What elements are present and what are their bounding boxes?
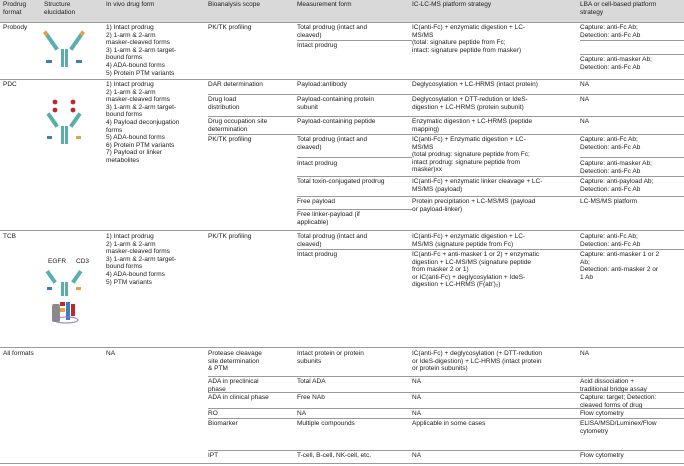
tcb-lba: Capture: anti-Fc Ab; <box>580 233 638 240</box>
all-lba: NA <box>580 350 590 357</box>
pdc-pk-lcms: Protein precipitation + LC-MS/MS (payload <box>412 198 536 205</box>
all-scope: phase <box>208 385 226 393</box>
pdc-pk-lcms: or payload-linker) <box>412 205 463 213</box>
tcb-lcms: IC(anti-Fc) + enzymatic digestion + LC- <box>412 233 526 240</box>
pdc-pk-scope: PK/TK profiling <box>208 136 252 143</box>
all-lcms: Applicable in some cases <box>412 420 486 427</box>
header-measurement-form: Measurement form <box>297 1 352 8</box>
probody-in-vivo-forms: bound forms <box>106 54 143 62</box>
pdc-lba: NA <box>580 81 590 88</box>
tcb-in-vivo-forms: masker-cleaved forms <box>106 248 170 256</box>
pdc-pk-measure: cleaved) <box>297 143 322 151</box>
header-prodrug-format: Prodrug <box>3 1 27 8</box>
all-lcms: NA <box>412 394 422 401</box>
pdc-in-vivo-forms: 3) 1-arm & 2-arm target- <box>106 103 177 111</box>
tcb-lcms: digestion + LC-HRMS (F(ab')₂) <box>412 281 501 289</box>
pdc-lcms: Enzymatic digestion + LC-HRMS (peptide <box>412 118 533 125</box>
pdc-lcms: Deglycosylation + DTT-redution or IdeS- <box>412 96 528 103</box>
row-divider <box>208 418 684 419</box>
row-divider <box>208 392 684 393</box>
header-structure-elucidation: Structure <box>44 1 71 8</box>
tcb-in-vivo-forms: 5) PTM variants <box>106 278 152 286</box>
tcb-structure-icon <box>44 262 88 326</box>
pdc-in-vivo-forms: bound forms <box>106 111 143 119</box>
probody-lcms: IC(anti-Fc) + enzymatic digestion + LC- <box>412 24 526 31</box>
pdc-pk-measure: Total toxin-conjugated prodrug <box>297 178 385 185</box>
tcb-scope: PK/TK profiling <box>208 233 252 240</box>
all-lba: Capture: target; Detection: <box>580 394 657 401</box>
pdc-pk-lcms: MS/MS (payload) <box>412 185 463 193</box>
all-measure: Multiple compounds <box>297 420 355 427</box>
row-divider <box>297 209 412 210</box>
section-divider <box>0 347 684 348</box>
all-lba: Acid dissociation + <box>580 378 635 385</box>
tcb-lba: Detection: anti-Fc Ab <box>580 240 641 248</box>
pdc-pk-lba: Capture: anti-masker Ab; <box>580 160 652 167</box>
probody-lcms: MS/MS <box>412 31 434 39</box>
pdc-in-vivo-forms: 7) Payload or linker <box>106 149 162 157</box>
header-lba-strategy: LBA or cell-based platform <box>580 1 657 8</box>
pdc-pk-lcms: intact prodrug: signature peptide from <box>412 158 521 166</box>
all-measure: Total ADA <box>297 378 326 385</box>
header-in-vivo-drug-form: In vivo drug form <box>106 1 155 8</box>
pdc-in-vivo-forms: 2) 1-arm & 2-arm <box>106 88 156 96</box>
probody-in-vivo-forms: 3) 1-arm & 2-arm target- <box>106 46 177 54</box>
tcb-lcms: IC(anti-Fc + anti-masker 1 or 2) + enzymatic <box>412 251 540 258</box>
all-lcms: IC(anti-Fc) + deglycosylation (+ DTT-redution <box>412 350 543 357</box>
tcb-in-vivo-forms: 1) Intact prodrug <box>106 233 154 240</box>
all-lcms: or IdeS-digestion) + LC-HRMS (intact protein <box>412 357 542 365</box>
probody-lcms: (total: signature peptide from Fc; <box>412 39 506 47</box>
tcb-lcms: digestion + LC-MS/MS (signature peptide <box>412 258 532 266</box>
pdc-measure: Payload:antibody <box>297 81 347 88</box>
all-in-vivo-form: NA <box>106 350 116 357</box>
header-divider <box>0 22 684 23</box>
probody-lba: Detection: anti-Fc Ab <box>580 63 641 71</box>
probody-in-vivo-forms: 4) ADA-bound forms <box>106 62 165 69</box>
pdc-pk-measure: Total prodrug (intact and <box>297 136 368 143</box>
tcb-measure: cleaved) <box>297 240 322 248</box>
tcb-lba: Ab; <box>580 258 590 266</box>
pdc-scope: Drug load <box>208 96 237 103</box>
row-divider <box>297 196 684 197</box>
pdc-lba: NA <box>580 96 590 103</box>
pdc-pk-lba: Capture: anti-Fc Ab; <box>580 136 638 143</box>
pdc-pk-measure: Free payload <box>297 198 335 205</box>
all-format-label: All formats <box>3 350 34 357</box>
row-divider <box>208 376 684 377</box>
tcb-in-vivo-forms: bound forms <box>106 263 143 271</box>
all-scope: IPT <box>208 452 219 459</box>
probody-lba: Detection: anti-Fc Ab <box>580 31 641 39</box>
pdc-in-vivo-forms: 4) Payload deconjugation <box>106 119 180 126</box>
tcb-in-vivo-forms: 3) 1-arm & 2-arm target- <box>106 255 177 263</box>
pdc-in-vivo-forms: forms <box>106 126 123 134</box>
probody-lba: Capture: anti-masker Ab; <box>580 56 652 63</box>
pdc-pk-measure: applicable) <box>297 218 329 226</box>
all-lba: traditional bridge assay <box>580 385 647 393</box>
row-divider <box>208 94 684 95</box>
all-scope: Protease cleavage <box>208 350 262 357</box>
all-scope: RO <box>208 410 218 417</box>
section-divider <box>0 230 684 231</box>
probody-measure: cleaved) <box>297 31 322 39</box>
all-lcms: NA <box>412 452 422 459</box>
probody-format-label: Probody <box>3 24 28 31</box>
pdc-lcms: mapping) <box>412 125 440 133</box>
all-scope: ADA in clinical phase <box>208 394 269 401</box>
pdc-pk-lcms: (total prodrug: signature peptide from Fc; <box>412 151 530 159</box>
pdc-pk-lba: Detection: anti-Fc Ab <box>580 143 641 151</box>
tcb-lcms: MS/MS (signature peptide from Fc) <box>412 240 514 248</box>
pdc-pk-lcms: IC(anti-Fc) + enzymatic linker cleavage + LC- <box>412 178 543 185</box>
tcb-lba: Capture: anti-masker 1 or 2 <box>580 251 660 258</box>
pdc-pk-lba: Detection: anti-Fc Ab <box>580 185 641 193</box>
pdc-pk-lcms: masker)xx <box>412 166 442 174</box>
all-scope: Biomarker <box>208 420 238 427</box>
probody-lcms: intact: signature peptide from masker) <box>412 46 522 54</box>
row-divider <box>208 450 684 451</box>
pdc-in-vivo-forms: 5) ADA-bound forms <box>106 134 165 142</box>
all-lba: Flow cytometry <box>580 452 624 459</box>
header-prodrug-format: format <box>3 8 22 16</box>
pdc-pk-lba: LC-MS/MS platform <box>580 198 638 205</box>
pdc-pk-lcms: MS/MS <box>412 143 434 151</box>
pdc-in-vivo-forms: 1) Intact prodrug <box>106 81 154 88</box>
pdc-pk-lcms: IC(anti-Fc) + Enzymatic digestion + LC- <box>412 136 526 143</box>
pdc-lba: NA <box>580 118 590 125</box>
pdc-scope: determination <box>208 125 248 133</box>
header-bioanalysis-scope: Bioanalysis scope <box>208 1 261 8</box>
all-lba: cleaved forms of drug <box>580 401 643 409</box>
tcb-in-vivo-forms: 4) ADA-bound forms <box>106 271 165 278</box>
all-lcms: or protein subunits) <box>412 365 468 373</box>
probody-in-vivo-forms: 1) Intact prodrug <box>106 24 154 31</box>
pdc-scope: DAR determination <box>208 81 263 88</box>
row-divider <box>297 40 412 41</box>
probody-in-vivo-forms: masker-cleaved forms <box>106 39 170 47</box>
tcb-lcms: or IC(anti-Fc) + deglycosylation + IdeS- <box>412 273 526 281</box>
all-scope: ADA in preclinical <box>208 378 259 385</box>
pdc-structure-icon <box>44 98 84 146</box>
all-measure: subunits <box>297 357 322 365</box>
pdc-pk-measure: Free linker-payload (if <box>297 211 360 218</box>
tcb-format-label: TCB <box>3 233 16 240</box>
row-divider <box>297 176 684 177</box>
probody-lba: Capture: anti-Fc Ab; <box>580 24 638 31</box>
table-bottom <box>0 463 684 464</box>
tcb-lba: Detection: anti-masker 2 or <box>580 266 659 274</box>
tcb-in-vivo-forms: 2) 1-arm & 2-arm <box>106 240 156 248</box>
pdc-pk-lba: Capture: anti-payload Ab; <box>580 178 654 185</box>
pdc-in-vivo-forms: masker-cleaved forms <box>106 96 170 104</box>
all-lba: ELISA/MSD/Luminex/Flow <box>580 420 657 427</box>
row-divider <box>297 157 412 158</box>
header-structure-elucidation: elucidation <box>44 8 76 16</box>
row-divider <box>580 40 684 41</box>
pdc-measure: Payload-containing peptide <box>297 118 376 125</box>
tcb-cd3-label: CD3 <box>76 258 90 265</box>
all-measure: Free NAb <box>297 394 325 401</box>
header-lcms-strategy: IC-LC-MS platform strategy <box>412 1 492 8</box>
row-divider <box>208 134 684 135</box>
probody-in-vivo-forms: 5) Protein PTM variants <box>106 69 175 77</box>
tcb-lcms: from masker 2 or 1) <box>412 266 469 274</box>
header-lba-strategy: strategy <box>580 8 604 16</box>
all-lcms: NA <box>412 410 422 417</box>
all-measure: T-cell, B-cell, NK-cell, etc. <box>297 452 372 459</box>
pdc-lcms: digestion + LC-HRMS (protein subunit) <box>412 103 524 111</box>
pdc-scope: distribution <box>208 103 240 111</box>
probody-measure: Total prodrug (intact and <box>297 24 368 31</box>
probody-measure: Intact prodrug <box>297 42 338 49</box>
all-lba: cytometry <box>580 427 609 435</box>
pdc-measure: Payload-containing protein <box>297 96 374 103</box>
probody-structure-icon <box>44 27 84 69</box>
all-scope: site determination <box>208 357 260 365</box>
row-divider <box>208 408 684 409</box>
tcb-measure: Total prodrug (intact and <box>297 233 368 240</box>
pdc-format-label: PDC <box>3 81 17 88</box>
row-divider <box>208 116 684 117</box>
all-lba: Flow cytometry <box>580 410 624 417</box>
probody-scope: PK/TK profiling <box>208 24 252 31</box>
row-divider <box>580 157 684 158</box>
pdc-lcms: Deglycosylation + LC-HRMS (intact protein) <box>412 81 538 88</box>
pdc-pk-lba: Detection: anti-Fc Ab <box>580 167 641 175</box>
row-divider <box>297 249 684 250</box>
section-divider <box>0 79 684 80</box>
pdc-scope: Drug occupation site <box>208 118 268 125</box>
all-measure: Intact protein or protein <box>297 350 364 357</box>
pdc-pk-measure: Intact prodrug <box>297 160 338 167</box>
pdc-in-vivo-forms: 6) Protein PTM variants <box>106 141 175 149</box>
pdc-measure: subunit <box>297 103 318 111</box>
all-measure: NA <box>297 410 307 417</box>
tcb-egfr-label: EGFR <box>48 258 67 265</box>
tcb-lba: 1 Ab <box>580 273 594 281</box>
all-lcms: NA <box>412 378 422 385</box>
pdc-in-vivo-forms: metabolites <box>106 157 140 164</box>
all-scope: & PTM <box>208 365 228 373</box>
probody-in-vivo-forms: 2) 1-arm & 2-arm <box>106 31 156 39</box>
row-divider <box>580 54 684 55</box>
tcb-measure: Intact prodrug <box>297 251 338 258</box>
